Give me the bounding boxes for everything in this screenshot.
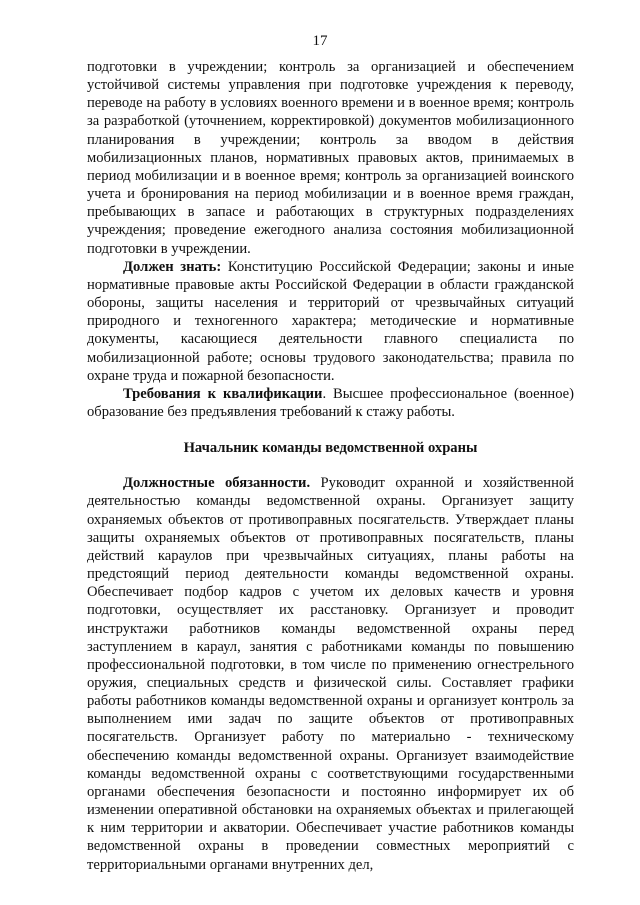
paragraph-mobilization-duties [87,58,574,258]
paragraph-label: Должностные обязанности. [123,475,311,492]
paragraph-qualification [87,385,574,421]
paragraph-label: Должен знать: [123,258,222,275]
page-number: 17 [312,33,328,49]
paragraph-text: Руководит охранной и хозяйственной деятельностью команды ведомственной охраны. Организует защиту охраняемых объектов от противоправных посягательств. Утверждает планы защиты охраняемых объектов от противоправных посягательств, планы действий караулов при чрезвычайных ситуациях, планы работы на предстоящий период деятельности команды ведомственной охраны. Обеспечивает подбор кадров с учетом их деловых качеств и уровня подготовки, осуществляет их расстановку. Организует и проводит инструктажи работников команды ведомственной охраны перед заступлением в караул, занятия с работниками команды по повышению профессиональной подготовки, в том числе по применению огнестрельного оружия, специальных средств и физической силы. Составляет графики работы работников команды ведомственной охраны и организует контроль за выполнением ими задач по защите объектов от противоправных посягательств. Организует работу по материально - техническому обеспечению команды ведомственной охраны. Организует взаимодействие команды ведомственной охраны с соответствующими государственными органами обеспечения безопасности и постоянно информирует их об изменении оперативной обстановки на охраняемых объектах и прилегающей к ним территории и акватории. Обеспечивает участие работников команды ведомственной охраны в проведении совместных мероприятий с территориальными органами внутренних дел, [87,475,574,873]
paragraph-text: Конституцию Российской Федерации; законы и иные нормативные правовые акты Российской Федерации в области гражданской обороны, защиты населения и территорий от чрезвычайных ситуаций природного и техногенного характера; методические и нормативные документы, касающиеся деятельности главного специалиста по мобилизационной работе; основы трудового законодательства; правила по охране труда и пожарной безопасности. [87,258,574,384]
document-body [87,58,574,874]
paragraph-must-know [87,258,574,385]
paragraph-label: Требования к квалификации [123,385,323,402]
paragraph-text: подготовки в учреждении; контроль за организацией и обеспечением устойчивой системы управления при подготовке учреждения к переводу, переводе на работу в условиях военного времени и в военное время; контроль за разработкой (уточнением, корректировкой) документов мобилизационного планирования в учреждении; контроль за вводом в действия мобилизационных планов, нормативных правовых актов, принимаемых в период мобилизации и в военное время; контроль за организацией воинского учета и бронирования на период мобилизации и в военное время граждан, пребывающих в запасе и работающих в структурных подразделениях учреждения; проведение ежегодного анализа состояния мобилизационной подготовки в учреждении. [87,59,574,257]
paragraph-job-duties [87,474,574,873]
section-heading: Начальник команды ведомственной охраны [183,440,478,457]
paragraph-text: . Высшее профессиональное (военное) образование без предъявления требований к стажу работы. [87,385,575,420]
